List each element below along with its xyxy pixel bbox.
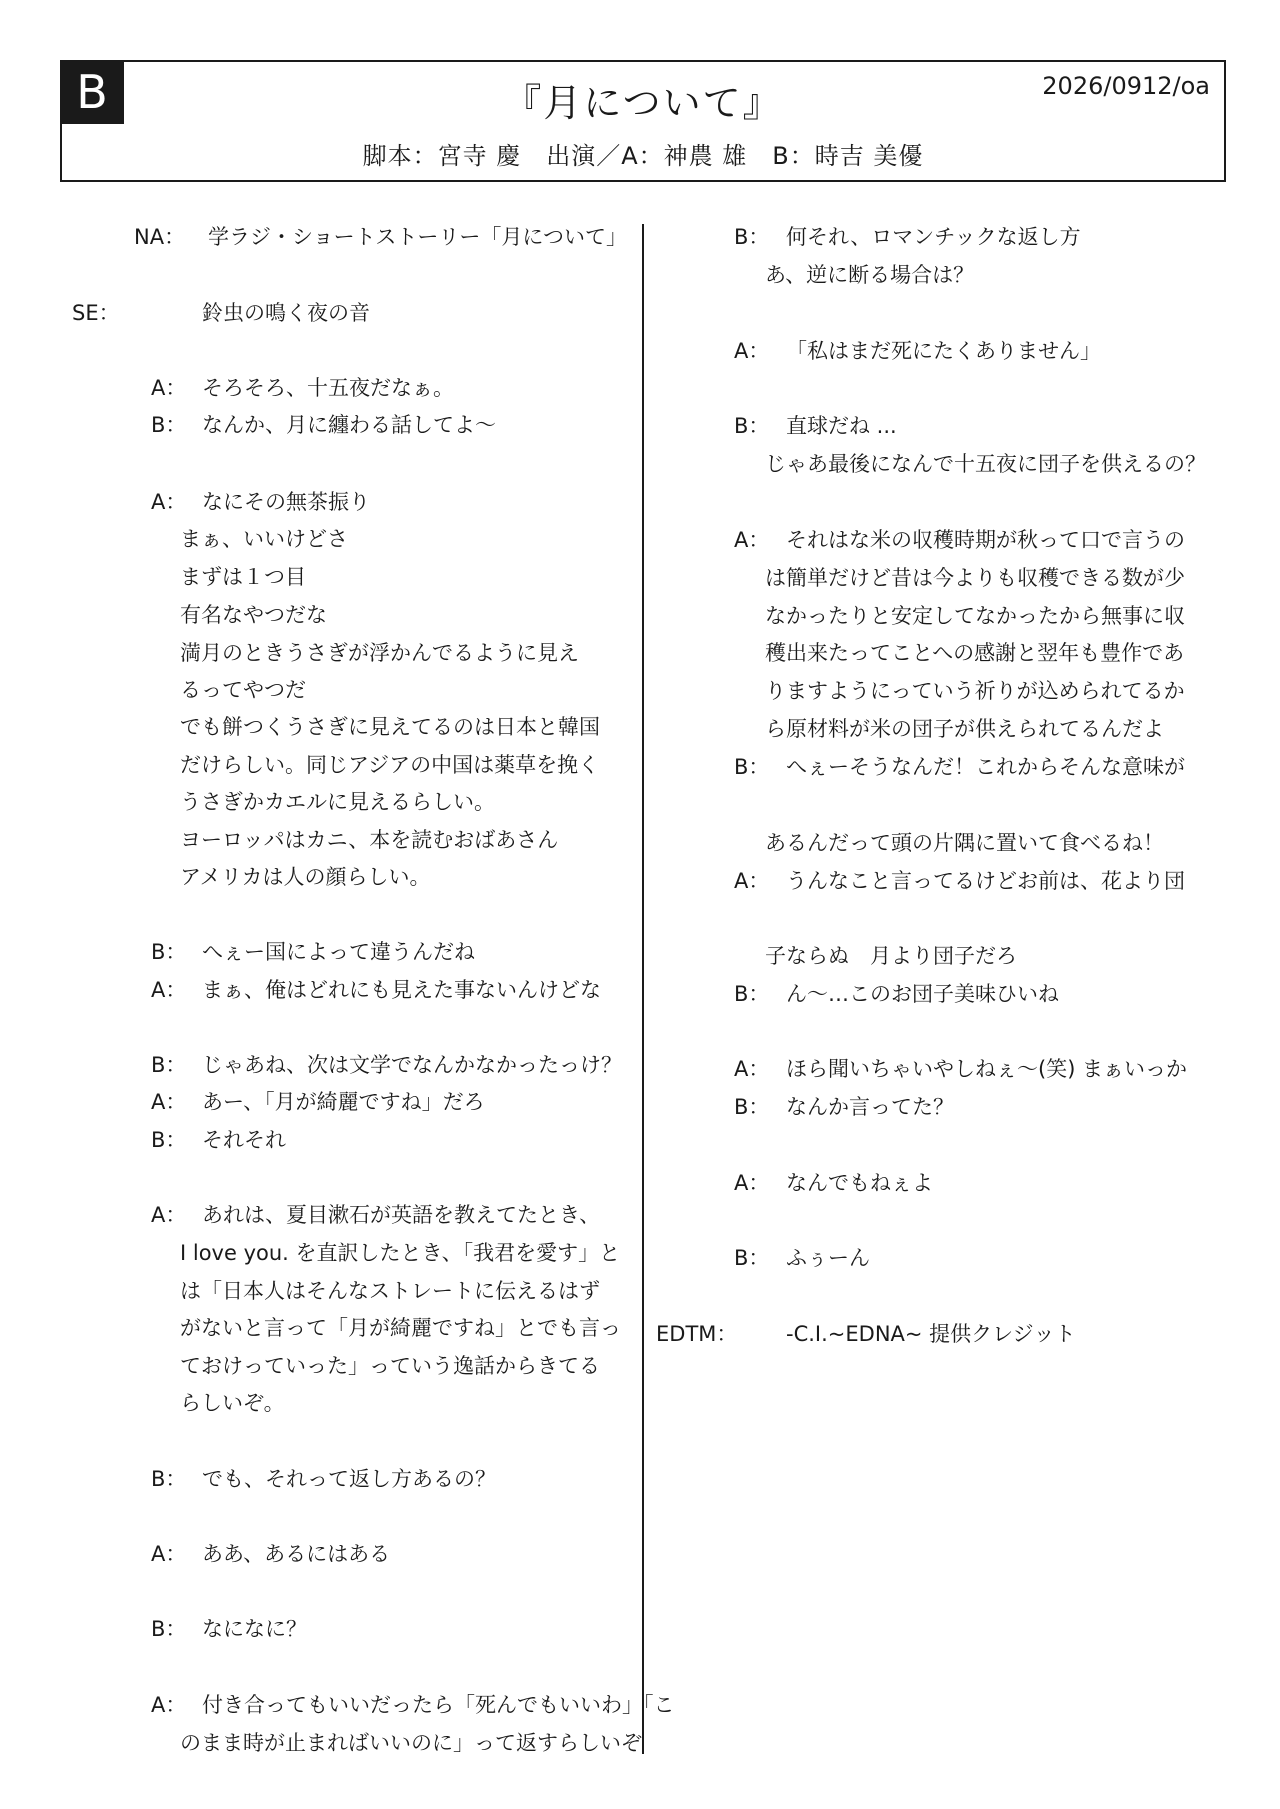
script-credits: 脚本：宮寺 慶 出演／A：神農 雄 B：時吉 美優: [362, 142, 924, 170]
air-date: 2026/0912/oa: [1042, 72, 1210, 100]
dialogue-line: ん〜…このお団子美味ひいね: [786, 982, 1059, 1006]
speaker-label: B：: [151, 1128, 187, 1152]
dialogue-line: ら原材料が米の団子が供えられてるんだよ: [765, 717, 1164, 741]
dialogue-line: 満月のときうさぎが浮かんでるように見え: [180, 641, 579, 665]
speaker-label: B：: [734, 414, 770, 438]
dialogue-line: まずは１つ目: [180, 565, 306, 589]
dialogue-line: でも餅つくうさぎに見えてるのは日本と韓国: [180, 715, 600, 739]
dialogue-line: なかったりと安定してなかったから無事に収: [765, 604, 1185, 628]
speaker-label: A：: [734, 1171, 770, 1195]
column-divider: [642, 224, 644, 1754]
dialogue-line: 有名なやつだな: [180, 603, 327, 627]
dialogue-line: まぁ、俺はどれにも見えた事ないんけどな: [202, 978, 601, 1002]
script-header: [60, 60, 1226, 182]
speaker-label: A：: [151, 376, 187, 400]
speaker-label: B：: [734, 1095, 770, 1119]
dialogue-line: なんか、月に纏わる話してよ〜: [202, 413, 496, 437]
speaker-label: B：: [151, 940, 187, 964]
dialogue-line: 学ラジ・ショートストーリー「月について」: [208, 225, 627, 249]
speaker-label: B：: [151, 1617, 187, 1641]
dialogue-line: ふぅーん: [786, 1246, 870, 1270]
dialogue-line: まぁ、いいけどさ: [180, 527, 348, 551]
speaker-label: B：: [151, 1053, 187, 1077]
dialogue-line: だけらしい。同じアジアの中国は薬草を挽く: [180, 753, 600, 777]
dialogue-line: それそれ: [202, 1128, 286, 1152]
speaker-label: B：: [734, 225, 770, 249]
dialogue-line: あるんだって頭の片隅に置いて食べるね！: [765, 831, 1164, 855]
speaker-label: B：: [151, 413, 187, 437]
dialogue-line: アメリカは人の顔らしい。: [180, 865, 431, 889]
speaker-label: A：: [734, 869, 770, 893]
speaker-label: B：: [734, 982, 770, 1006]
dialogue-line: でも、それって返し方あるの？: [202, 1467, 496, 1491]
dialogue-line: 鈴虫の鳴く夜の音: [202, 301, 370, 325]
dialogue-line: 付き合ってもいいだったら「死んでもいいわ」「こ: [202, 1693, 675, 1717]
dialogue-line: あれは、夏目漱石が英語を教えてたとき、: [202, 1203, 601, 1227]
speaker-label: A：: [151, 1542, 187, 1566]
dialogue-line: なんでもねぇよ: [786, 1171, 933, 1195]
speaker-label: A：: [151, 978, 187, 1002]
dialogue-line: ておけっていった」っていう逸話からきてる: [180, 1354, 600, 1378]
dialogue-line: りますようにっていう祈りが込められてるか: [765, 679, 1185, 703]
speaker-label: B：: [151, 1467, 187, 1491]
speaker-label: A：: [151, 1090, 187, 1114]
dialogue-line: 「私はまだ死にたくありません」: [786, 339, 1101, 363]
dialogue-line: ヨーロッパはカニ、本を読むおばあさん: [180, 828, 559, 852]
dialogue-line: のまま時が止まればいいのに」って返すらしいぞ: [180, 1731, 642, 1755]
dialogue-line: -C.I.~EDNA~ 提供クレジット: [786, 1322, 1076, 1346]
dialogue-line: なんか言ってた？: [786, 1095, 954, 1119]
dialogue-line: じゃあね、次は文学でなんかなかったっけ？: [202, 1053, 622, 1077]
dialogue-line: 何それ、ロマンチックな返し方: [786, 225, 1081, 249]
dialogue-line: うんなこと言ってるけどお前は、花より団: [786, 869, 1185, 893]
dialogue-line: ほら聞いちゃいやしねぇ〜(笑) まぁいっか: [786, 1057, 1188, 1081]
dialogue-line: へぇー国によって違うんだね: [202, 940, 475, 964]
speaker-label: A：: [734, 1057, 770, 1081]
speaker-label: NA：: [134, 225, 186, 249]
speaker-label: A：: [151, 1203, 187, 1227]
dialogue-line: 子ならぬ 月より団子だろ: [765, 944, 1017, 968]
dialogue-line: がないと言って「月が綺麗ですね」とでも言っ: [180, 1316, 621, 1340]
dialogue-line: あー、「月が綺麗ですね」だろ: [202, 1090, 485, 1114]
speaker-label: B：: [734, 755, 770, 779]
dialogue-line: らしいぞ。: [180, 1391, 285, 1415]
dialogue-line: は「日本人はそんなストレートに伝えるはず: [180, 1279, 600, 1303]
dialogue-line: それはな米の収穫時期が秋って口で言うの: [786, 528, 1185, 552]
dialogue-line: なになに？: [202, 1617, 307, 1641]
dialogue-line: 直球だね ...: [786, 414, 897, 438]
speaker-label: EDTM：: [656, 1322, 738, 1346]
dialogue-line: るってやつだ: [180, 678, 306, 702]
speaker-label: A：: [734, 528, 770, 552]
dialogue-line: じゃあ最後になんで十五夜に団子を供えるの？: [765, 452, 1206, 476]
dialogue-line: は簡単だけど昔は今よりも収穫できる数が少: [765, 566, 1185, 590]
b-badge: B: [60, 60, 124, 124]
dialogue-line: 穫出来たってことへの感謝と翌年も豊作であ: [765, 641, 1185, 665]
script-title: 『月について』: [503, 81, 783, 125]
dialogue-line: へぇーそうなんだ！これからそんな意味が: [786, 755, 1185, 779]
dialogue-line: うさぎかカエルに見えるらしい。: [180, 790, 495, 814]
dialogue-line: あ、逆に断る場合は？: [765, 263, 975, 287]
speaker-label: A：: [151, 490, 187, 514]
speaker-label: A：: [734, 339, 770, 363]
speaker-label: B：: [734, 1246, 770, 1270]
dialogue-line: I love you. を直訳したとき、「我君を愛す」と: [180, 1241, 621, 1265]
dialogue-line: ああ、あるにはある: [202, 1542, 391, 1566]
dialogue-line: そろそろ、十五夜だなぁ。: [202, 376, 454, 400]
speaker-label: A：: [151, 1693, 187, 1717]
dialogue-line: なにその無茶振り: [202, 490, 370, 514]
speaker-label: SE：: [72, 301, 120, 325]
